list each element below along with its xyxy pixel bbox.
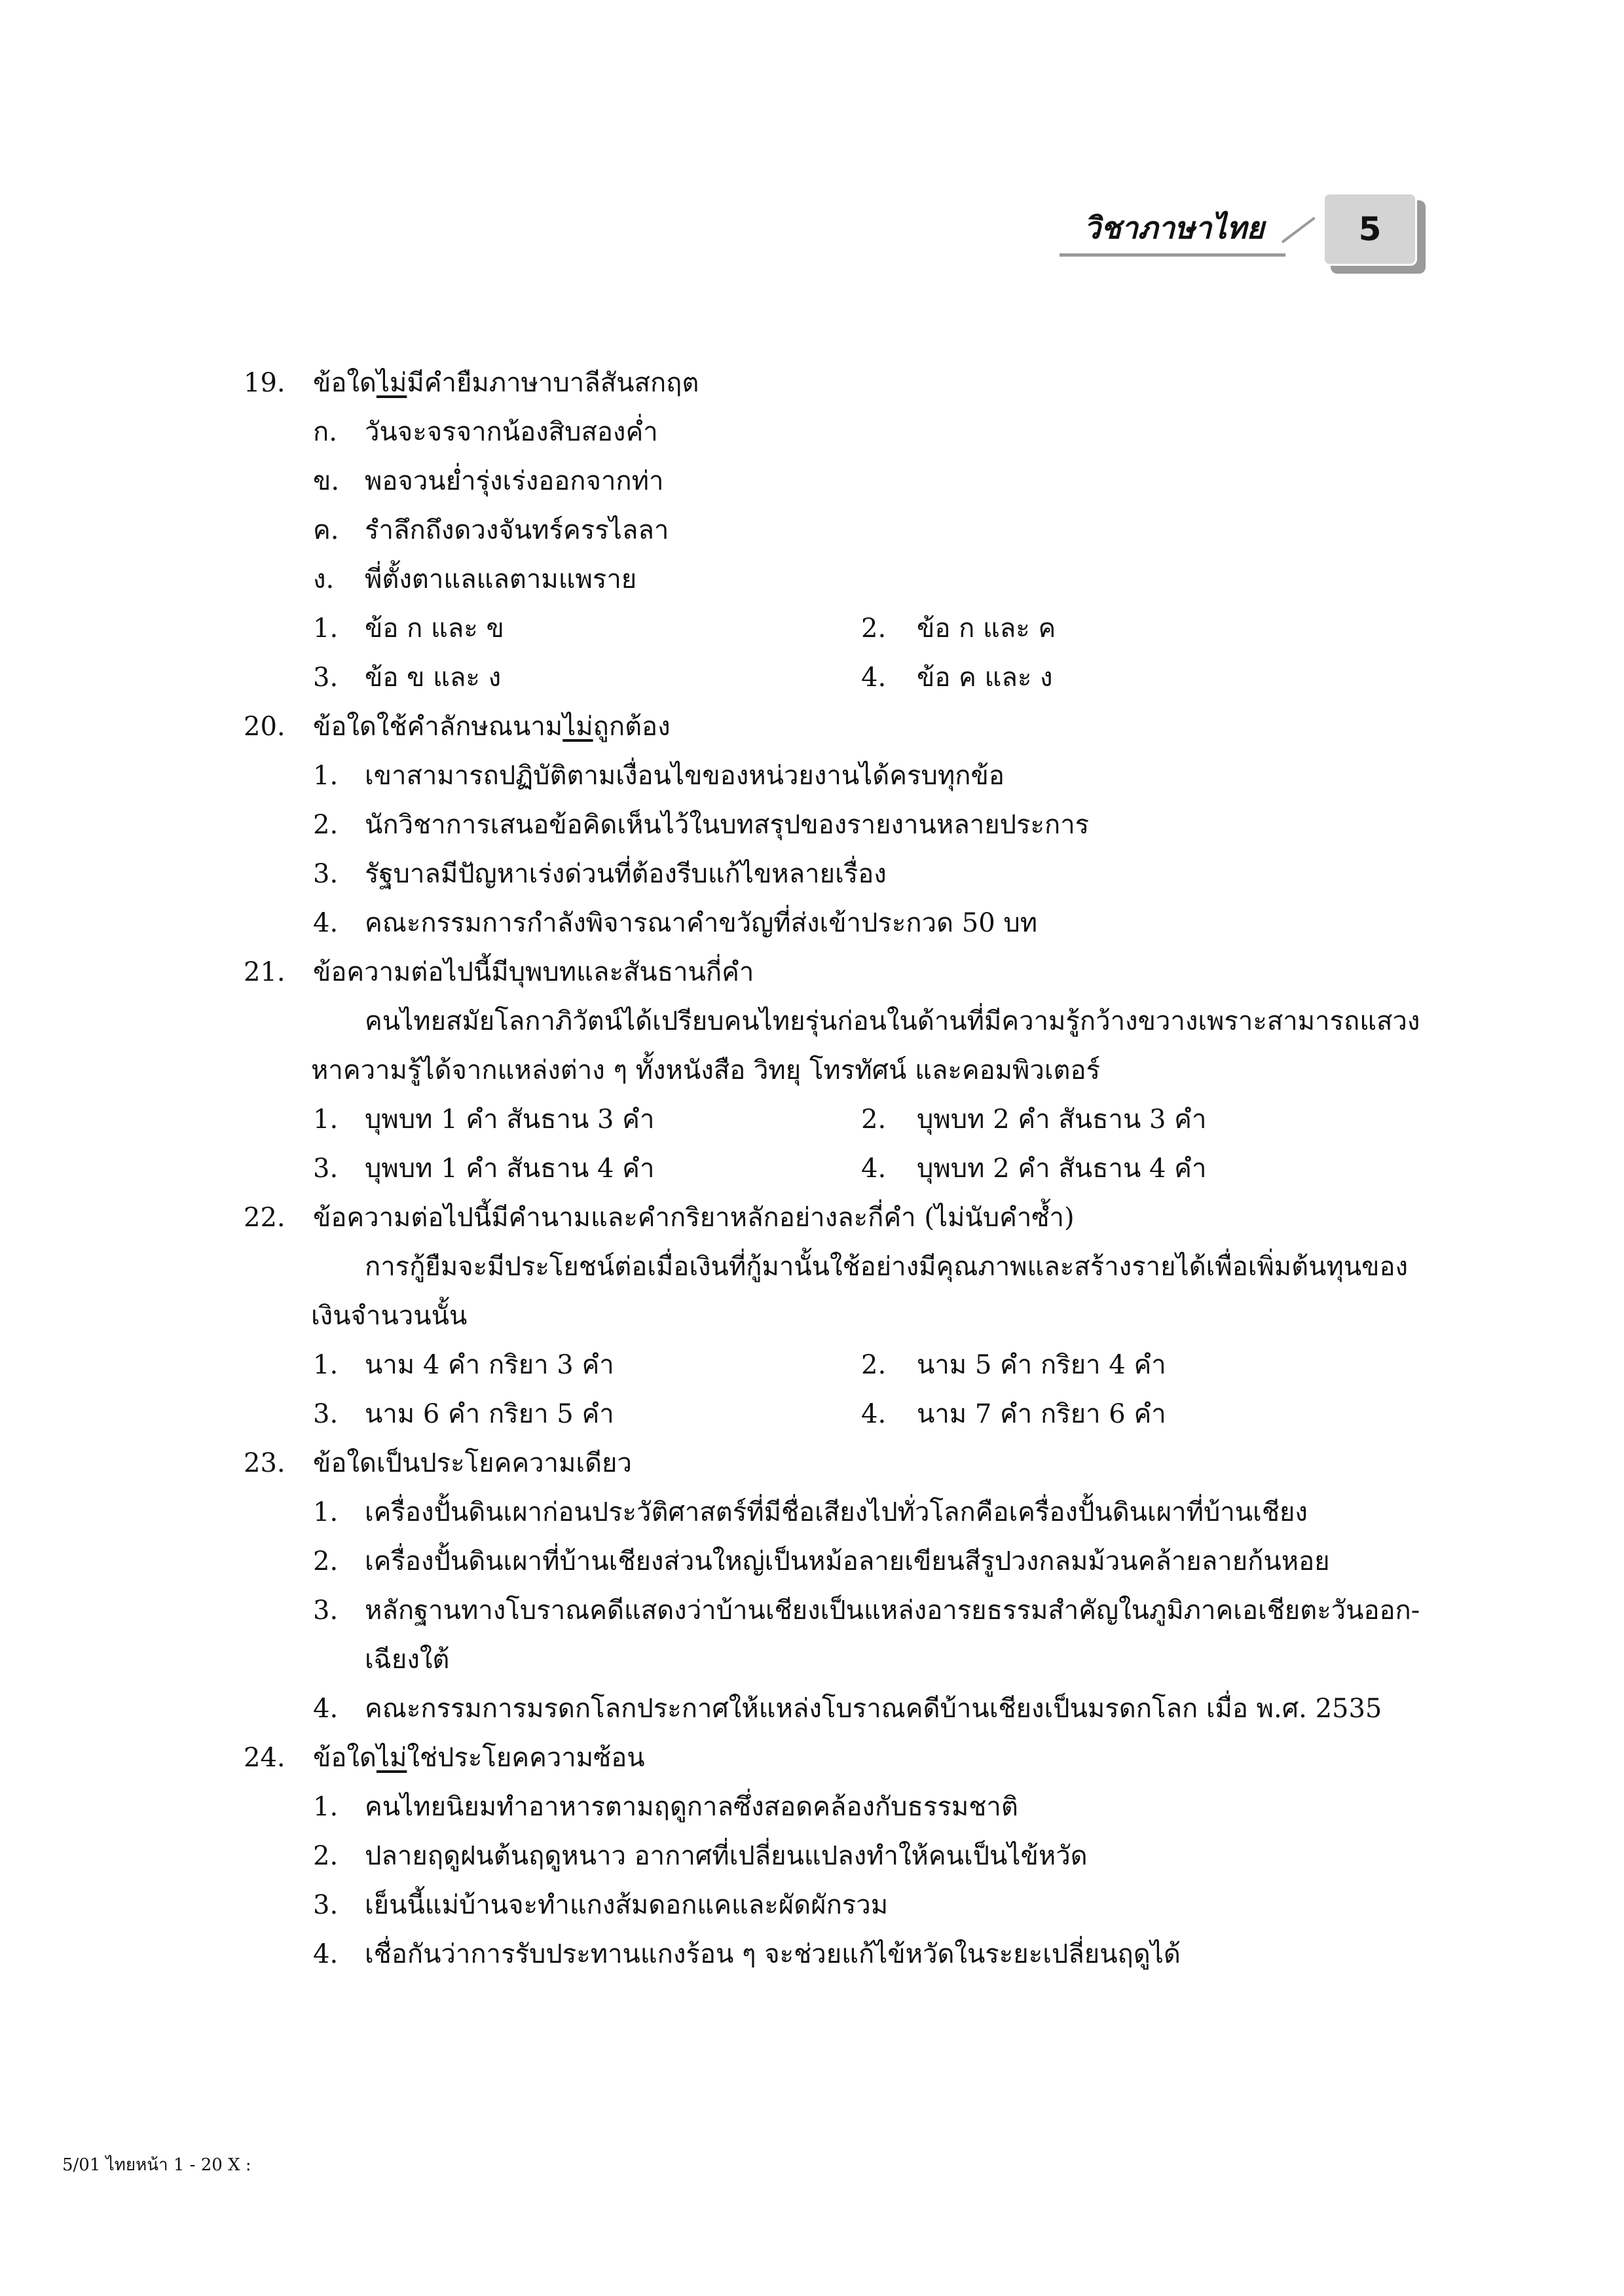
choice-label[interactable]: 4.	[313, 1939, 339, 1969]
choice-text[interactable]: นาม 4 คำ กริยา 3 คำ	[365, 1350, 614, 1380]
choice-text[interactable]: นาม 7 คำ กริยา 6 คำ	[917, 1399, 1166, 1429]
choice-label[interactable]: 4.	[861, 1154, 887, 1184]
choice-text[interactable]: บุพบท 2 คำ สันธาน 3 คำ	[917, 1104, 1207, 1135]
choice-label[interactable]: 1.	[313, 1497, 339, 1527]
choice-text[interactable]: คณะกรรมการมรดกโลกประกาศให้แหล่งโบราณคดีบ้านเชียงเป็นมรดกโลก เมื่อ พ.ศ. 2535	[365, 1694, 1382, 1724]
choice-label[interactable]: 4.	[861, 1399, 887, 1429]
choice-label[interactable]: 2.	[313, 1546, 339, 1576]
stem-emphasis: ไม่	[376, 368, 407, 398]
choice-label[interactable]: 2.	[313, 1841, 339, 1871]
choice-label[interactable]: 2.	[313, 810, 339, 840]
choice-text[interactable]: ข้อ ก และ ค	[917, 613, 1056, 644]
statement-label: ข.	[313, 466, 340, 496]
footer-code: 5/01 ไทยหน้า 1 - 20 X :	[62, 2155, 251, 2175]
question-stem	[313, 702, 671, 752]
stem-text: ข้อใดใช้คำลักษณนาม	[313, 712, 563, 742]
question-number: 24.	[244, 1743, 286, 1773]
stem-text: มีคำยืมภาษาบาลีสันสกฤต	[407, 368, 699, 398]
choice-text[interactable]: หลักฐานทางโบราณคดีแสดงว่าบ้านเชียงเป็นแหล่งอารยธรรมสำคัญในภูมิภาคเอเชียตะวันออก-	[365, 1595, 1420, 1626]
stem-text: ข้อใด	[313, 1743, 377, 1773]
header-diagonal-rule	[1282, 217, 1316, 244]
choice-text[interactable]: เครื่องปั้นดินเผาก่อนประวัติศาสตร์ที่มีชื่อเสียงไปทั่วโลกคือเครื่องปั้นดินเผาที่บ้านเชียง	[365, 1497, 1308, 1527]
passage-text: เงินจำนวนนั้น	[311, 1301, 468, 1331]
choice-text[interactable]: คนไทยนิยมทำอาหารตามฤดูกาลซึ่งสอดคล้องกับธรรมชาติ	[365, 1792, 1018, 1822]
statement-text: พอจวนย่ำรุ่งเร่งออกจากท่า	[365, 466, 664, 496]
choice-text[interactable]: บุพบท 2 คำ สันธาน 4 คำ	[917, 1154, 1207, 1184]
choice-text[interactable]: ข้อ ข และ ง	[365, 663, 502, 693]
statement-text: วันจะจรจากน้องสิบสองค่ำ	[365, 417, 658, 447]
header-underline-rule	[1060, 253, 1285, 257]
choice-text[interactable]: ปลายฤดูฝนต้นฤดูหนาว อากาศที่เปลี่ยนแปลงทำให้คนเป็นไข้หวัด	[365, 1841, 1088, 1871]
choice-label[interactable]: 2.	[861, 613, 887, 644]
subject-heading: วิชาภาษาไทย	[1084, 210, 1264, 246]
question-stem: ข้อความต่อไปนี้มีบุพบทและสันธานกี่คำ	[313, 957, 754, 987]
choice-text-continuation[interactable]: เฉียงใต้	[365, 1645, 450, 1675]
statement-label: ง.	[313, 564, 335, 594]
choice-label[interactable]: 1.	[313, 1350, 339, 1380]
statement-label: ค.	[313, 515, 339, 545]
choice-text[interactable]: ข้อ ก และ ข	[365, 613, 504, 644]
passage-text: การกู้ยืมจะมีประโยชน์ต่อเมื่อเงินที่กู้มานั้นใช้อย่างมีคุณภาพและสร้างรายได้เพื่อเพิ่มต้นทุนของ	[365, 1252, 1409, 1282]
question-number: 23.	[244, 1448, 286, 1478]
choice-text[interactable]: รัฐบาลมีปัญหาเร่งด่วนที่ต้องรีบแก้ไขหลายเรื่อง	[365, 859, 887, 889]
statement-label: ก.	[313, 417, 337, 447]
question-number: 20.	[244, 712, 286, 742]
choice-label[interactable]: 3.	[313, 1890, 339, 1920]
question-number: 22.	[244, 1203, 286, 1233]
choice-text[interactable]: เชื่อกันว่าการรับประทานแกงร้อน ๆ จะช่วยแก้ไข้หวัดในระยะเปลี่ยนฤดูได้	[365, 1939, 1181, 1969]
question-stem: ข้อความต่อไปนี้มีคำนามและคำกริยาหลักอย่างละกี่คำ (ไม่นับคำซ้ำ)	[313, 1203, 1075, 1233]
question-number: 19.	[244, 368, 286, 398]
stem-text: ข้อใด	[313, 368, 377, 398]
choice-text[interactable]: คณะกรรมการกำลังพิจารณาคำขวัญที่ส่งเข้าประกวด 50 บท	[365, 908, 1038, 938]
choice-text[interactable]: เย็นนี้แม่บ้านจะทำแกงส้มดอกแคและผัดผักรวม	[365, 1890, 889, 1920]
page-number-badge: 5	[1323, 192, 1417, 266]
choice-text[interactable]: เขาสามารถปฏิบัติตามเงื่อนไขของหน่วยงานได้ครบทุกข้อ	[365, 761, 1005, 791]
choice-label[interactable]: 3.	[313, 859, 339, 889]
question-number: 21.	[244, 957, 286, 987]
choice-label[interactable]: 3.	[313, 663, 339, 693]
statement-text: รำลึกถึงดวงจันทร์ครรไลลา	[365, 515, 669, 545]
stem-text: ถูกต้อง	[593, 712, 671, 742]
stem-emphasis: ไม่	[376, 1743, 407, 1773]
stem-text: ใช่ประโยคความซ้อน	[407, 1743, 645, 1773]
question-stem	[313, 1734, 645, 1783]
choice-text[interactable]: นาม 5 คำ กริยา 4 คำ	[917, 1350, 1166, 1380]
passage-text: คนไทยสมัยโลกาภิวัตน์ได้เปรียบคนไทยรุ่นก่อนในด้านที่มีความรู้กว้างขวางเพราะสามารถแสวง	[365, 1006, 1420, 1036]
passage-text: หาความรู้ได้จากแหล่งต่าง ๆ ทั้งหนังสือ วิทยุ โทรทัศน์ และคอมพิวเตอร์	[311, 1055, 1100, 1085]
choice-label[interactable]: 4.	[861, 663, 887, 693]
choice-label[interactable]: 2.	[861, 1104, 887, 1135]
choice-label[interactable]: 3.	[313, 1595, 339, 1626]
choice-text[interactable]: บุพบท 1 คำ สันธาน 4 คำ	[365, 1154, 655, 1184]
choice-label[interactable]: 2.	[861, 1350, 887, 1380]
question-stem: ข้อใดเป็นประโยคความเดียว	[313, 1448, 632, 1478]
choice-label[interactable]: 4.	[313, 908, 339, 938]
stem-emphasis: ไม่	[563, 712, 593, 742]
choice-label[interactable]: 1.	[313, 613, 339, 644]
question-stem	[313, 359, 699, 408]
choice-text[interactable]: ข้อ ค และ ง	[917, 663, 1053, 693]
choice-label[interactable]: 4.	[313, 1694, 339, 1724]
choice-text[interactable]: เครื่องปั้นดินเผาที่บ้านเชียงส่วนใหญ่เป็นหม้อลายเขียนสีรูปวงกลมม้วนคล้ายลายก้นหอย	[365, 1546, 1330, 1576]
choice-label[interactable]: 1.	[313, 761, 339, 791]
choice-label[interactable]: 3.	[313, 1154, 339, 1184]
choice-label[interactable]: 1.	[313, 1104, 339, 1135]
statement-text: พี่ตั้งตาแลแลตามแพราย	[365, 564, 637, 594]
choice-label[interactable]: 1.	[313, 1792, 339, 1822]
choice-label[interactable]: 3.	[313, 1399, 339, 1429]
choice-text[interactable]: นาม 6 คำ กริยา 5 คำ	[365, 1399, 614, 1429]
choice-text[interactable]: บุพบท 1 คำ สันธาน 3 คำ	[365, 1104, 655, 1135]
choice-text[interactable]: นักวิชาการเสนอข้อคิดเห็นไว้ในบทสรุปของรายงานหลายประการ	[365, 810, 1090, 840]
